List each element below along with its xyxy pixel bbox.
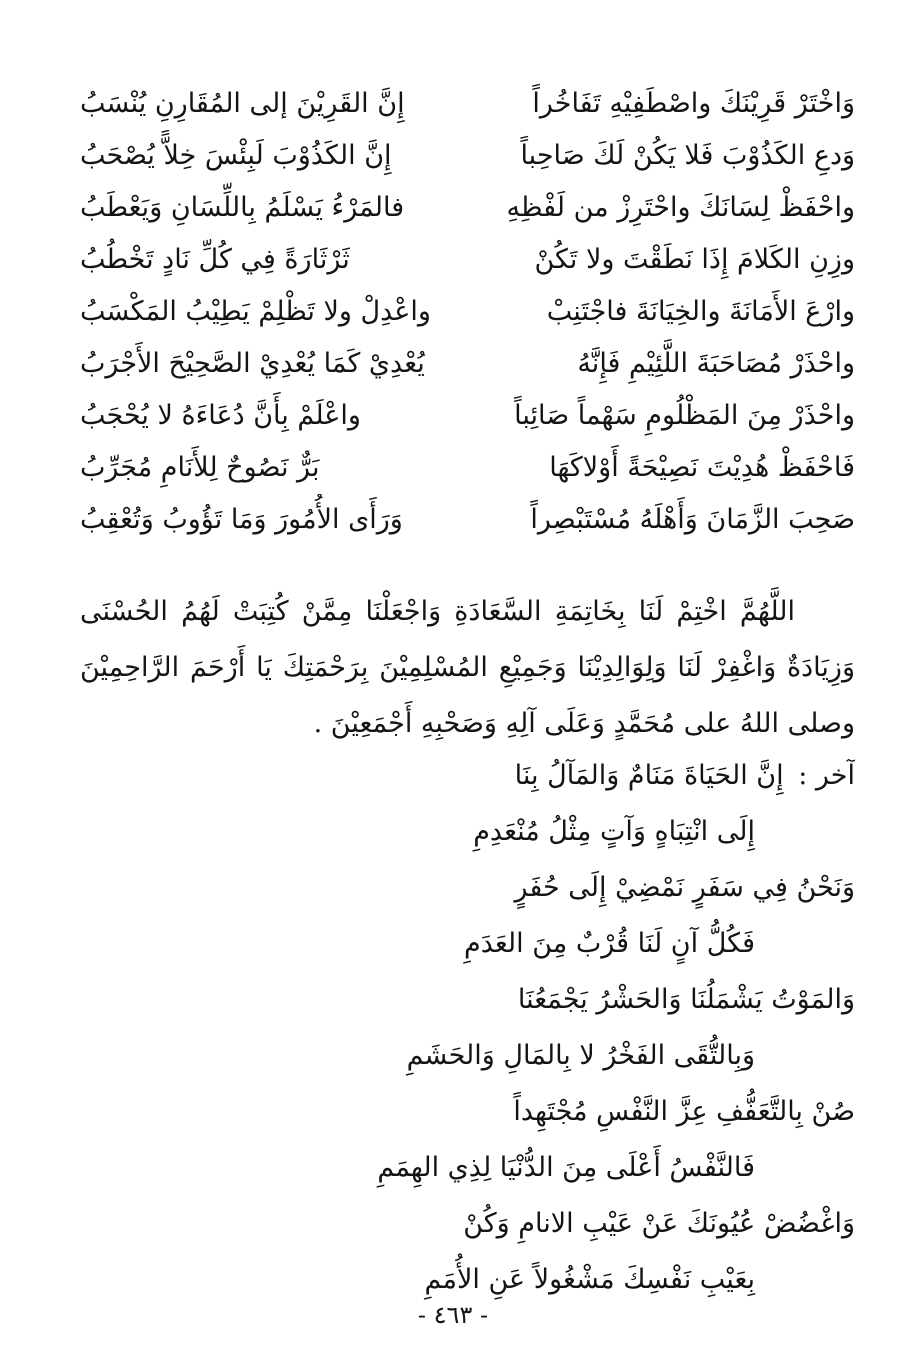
couplet [80, 442, 855, 494]
poem-verse: وَنَحْنُ فِي سَفَرٍ نَمْضِيْ إِلَى حُفَرٍ [514, 872, 855, 903]
poem-couplets [80, 78, 855, 546]
first-hemistich: فَاحْفَظْ هُدِيْتَ نَصِيْحَةً أَوْلاكَهَا [549, 452, 855, 483]
second-hemistich: إِنَّ الكَذُوْبَ لَبِئْسَ خِلاًّ يُصْحَبُ [80, 140, 392, 171]
second-hemistich: ثَرْثَارَةً فِي كُلِّ نَادٍ تَخْطُبُ [80, 244, 350, 275]
first-hemistich: صَحِبَ الزَّمَانَ وَأَهْلَهُ مُسْتَبْصِراً [530, 504, 855, 535]
poem-verse: فَكُلُّ آنٍ لَنَا قُرْبٌ مِنَ العَدَمِ [464, 928, 755, 959]
couplet [80, 338, 855, 390]
couplet [80, 78, 855, 130]
couplet [80, 390, 855, 442]
second-hemistich: واعْدِلْ ولا تَظْلِمْ يَطِيْبُ المَكْسَبُ [80, 296, 431, 327]
poem-verse: وَبِالتُّقَى الفَخْرُ لا بِالمَالِ وَالحَشَمِ [406, 1040, 755, 1071]
poem-intro-label: آخر : [798, 760, 855, 791]
couplet [80, 286, 855, 338]
first-hemistich: وزِنِ الكَلامَ إِذَا نَطَقْتَ ولا تَكُنْ [534, 244, 855, 275]
closing-prayer: اللَّهُمَّ اخْتِمْ لَنَا بِخَاتِمَةِ السَّعَادَةِ وَاجْعَلْنَا مِمَّنْ كُتِبَتْ لَهُمُ الحُسْنَى وَزِيَادَةٌ وَاغْفِرْ لَنَا وَلِوَالِدِيْنَا وَجَمِيْعِ المُسْلِمِيْنَ بِرَحْمَتِكَ يَا أَرْحَمَ الرَّاحِمِيْنَ وصلى اللهُ على مُحَمَّدٍ وَعَلَى آلِهِ وَصَحْبِهِ أَجْمَعِيْنَ . [80, 596, 855, 739]
first-hemistich: وارْعَ الأَمَانَةَ والخِيَانَةَ فاجْتَنِبْ [546, 296, 855, 327]
second-poem [120, 748, 855, 1308]
second-hemistich: يُعْدِيْ كَمَا يُعْدِيْ الصَّحِيْحَ الأَجْرَبُ [80, 348, 425, 379]
page-number: - ٤٦٣ - [417, 1301, 489, 1329]
poem-first-line [120, 748, 855, 804]
second-hemistich: واعْلَمْ بِأَنَّ دُعَاءَهُ لا يُحْجَبُ [80, 400, 361, 431]
first-hemistich: واحْفَظْ لِسَانَكَ واحْتَرِزْ من لَفْظِهِ [506, 192, 855, 223]
couplet [80, 182, 855, 234]
poem-verse: إِلَى انْتِبَاهٍ وَآتٍ مِثْلُ مُنْعَدِمِ [473, 816, 755, 847]
second-hemistich: بَرٌّ نَصُوحٌ لِلأَنَامِ مُجَرِّبُ [80, 452, 320, 483]
poem-verse: وَاغْضُضْ عُيُونَكَ عَنْ عَيْبِ الانامِ وَكُنْ [463, 1208, 855, 1239]
second-hemistich: وَرَأَى الأُمُورَ وَمَا تَؤُوبُ وَتُعْقِبُ [80, 504, 403, 535]
first-hemistich: واحْذَرْ مِنَ المَظْلُومِ سَهْماً صَائِباً [514, 400, 855, 431]
poem-verse: بِعَيْبِ نَفْسِكَ مَشْغُولاً عَنِ الأُمَمِ [424, 1264, 755, 1295]
couplet [80, 494, 855, 546]
second-hemistich: فالمَرْءُ يَسْلَمُ بِاللِّسَانِ وَيَعْطَبُ [80, 192, 405, 223]
couplet [80, 234, 855, 286]
poem-verse: صُنْ بِالتَّعَفُّفِ عِزَّ النَّفْسِ مُجْتَهِداً [513, 1096, 855, 1127]
couplet [80, 130, 855, 182]
poem-verse: إِنَّ الحَيَاةَ مَنَامٌ وَالمَآلُ بِنَا [514, 760, 784, 791]
first-hemistich: وَدعِ الكَذُوْبَ فَلا يَكُنْ لَكَ صَاحِباً [520, 140, 855, 171]
poem-verse: فَالنَّفْسُ أَعْلَى مِنَ الدُّنْيَا لِذِي الهِمَمِ [377, 1152, 755, 1183]
second-hemistich: إِنَّ القَرِيْنَ إلى المُقَارِنِ يُنْسَبُ [80, 88, 405, 119]
poem-verse: وَالمَوْتُ يَشْمَلُنَا وَالحَشْرُ يَجْمَعُنَا [517, 984, 855, 1015]
first-hemistich: واحْذَرْ مُصَاحَبَةَ اللَّئِيْمِ فَإِنَّهُ [577, 348, 855, 379]
first-hemistich: وَاخْتَرْ قَرِيْنَكَ واصْطَفِيْهِ تَفَاخُراً [532, 88, 855, 119]
